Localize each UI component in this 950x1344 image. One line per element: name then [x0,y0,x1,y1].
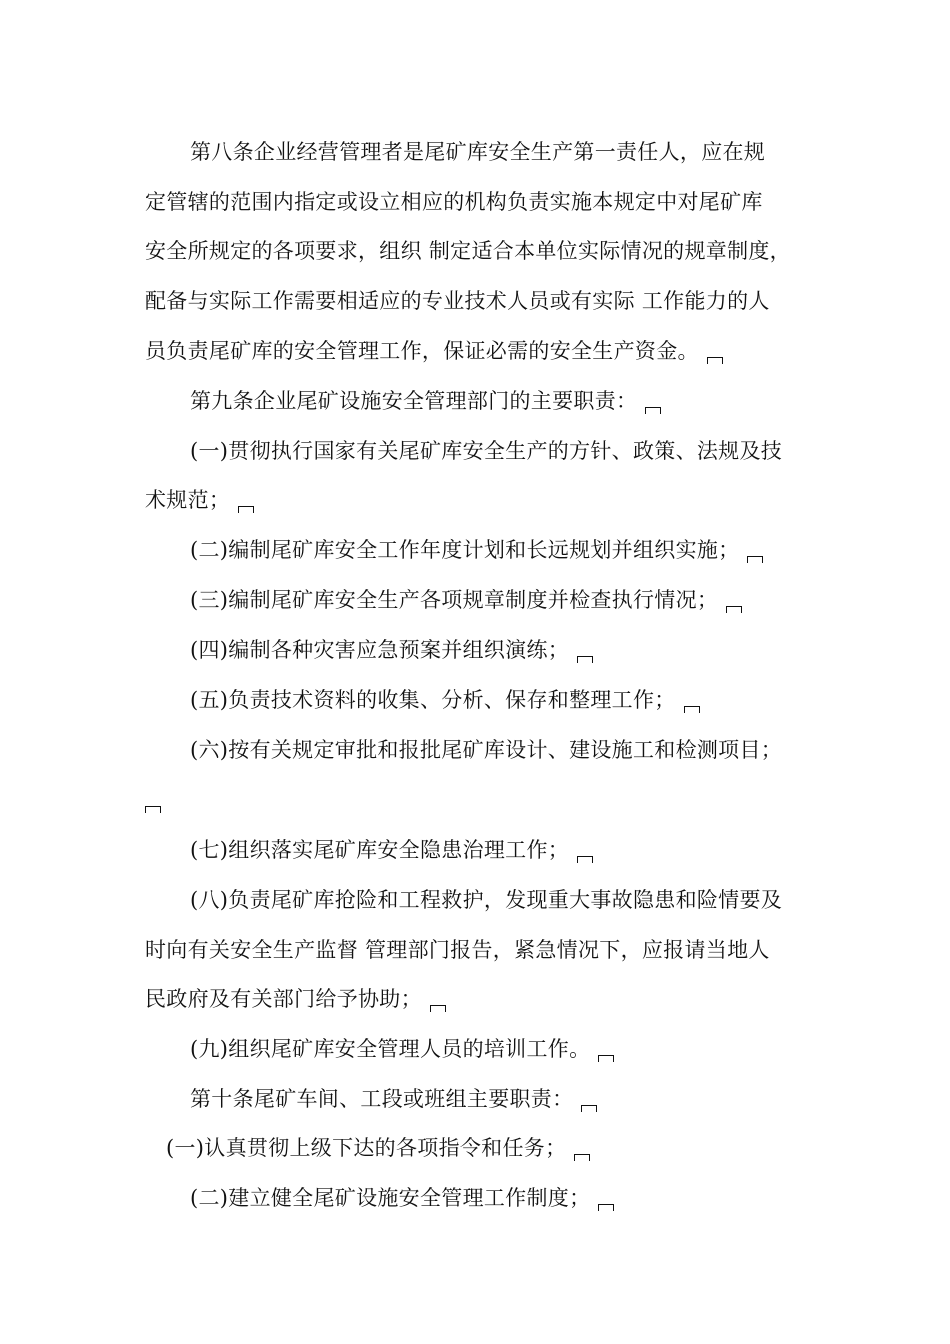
text-line [145,935,770,965]
line-text: 配备与实际工作需要相适应的专业技术人员或有实际 工作能力的人 [145,289,770,313]
text-line [145,286,770,316]
text-line [190,137,765,167]
paragraph-mark-icon [430,1005,446,1012]
text-line [190,585,742,615]
line-text: (二)编制尾矿库安全工作年度计划和长远规划并组织实施； [190,538,740,562]
paragraph-mark-icon [598,1055,614,1062]
paragraph-mark-icon [645,407,661,414]
line-text: 员负责尾矿库的安全管理工作，保证必需的安全生产资金。 [145,339,699,363]
text-line [190,885,782,915]
line-text: (五)负责技术资料的收集、分析、保存和整理工作； [190,688,676,712]
text-line [190,1084,597,1114]
paragraph-mark-icon [726,606,742,613]
text-line [145,485,254,515]
text-line [190,1183,614,1213]
line-text: (三)编制尾矿库安全生产各项规章制度并检查执行情况； [190,588,719,612]
text-line [190,635,593,665]
text-line [145,187,763,217]
text-line [145,785,161,815]
line-text: (一)认真贯彻上级下达的各项指令和任务； [166,1136,567,1160]
line-text: 第九条企业尾矿设施安全管理部门的主要职责： [190,389,638,413]
line-text: 时向有关安全生产监督 管理部门报告，紧急情况下，应报请当地人 [145,938,770,962]
line-text: 定管辖的范围内指定或设立相应的机构负责实施本规定中对尾矿库 [145,190,763,214]
line-text: (一)贯彻执行国家有关尾矿库安全生产的方针、政策、法规及技 [190,439,783,463]
line-text: 民政府及有关部门给予协助； [145,987,422,1011]
text-line [145,236,791,266]
text-line [190,735,782,765]
paragraph-mark-icon [145,806,161,813]
line-text: (六)按有关规定审批和报批尾矿库设计、建设施工和检测项目； [190,738,783,762]
paragraph-mark-icon [577,656,593,663]
text-line [190,1034,614,1064]
line-text: 第十条尾矿车间、工段或班组主要职责： [190,1087,574,1111]
line-text: (九)组织尾矿库安全管理人员的培训工作。 [190,1037,591,1061]
text-line [190,835,593,865]
text-line [190,386,661,416]
paragraph-mark-icon [598,1204,614,1211]
text-line [190,535,763,565]
paragraph-mark-icon [238,506,254,513]
line-text: (八)负责尾矿库抢险和工程救护，发现重大事故隐患和险情要及 [190,888,783,912]
line-text: 第八条企业经营管理者是尾矿库安全生产第一责任人，应在规 [190,140,766,164]
paragraph-mark-icon [577,856,593,863]
paragraph-mark-icon [574,1154,590,1161]
line-text: (四)编制各种灾害应急预案并组织演练； [190,638,570,662]
text-line [166,1133,590,1163]
paragraph-mark-icon [747,556,763,563]
text-line [145,336,723,366]
text-line [190,436,782,466]
text-line [190,685,700,715]
paragraph-mark-icon [707,357,723,364]
line-text: 术规范； [145,488,231,512]
line-text: (二)建立健全尾矿设施安全管理工作制度； [190,1186,591,1210]
line-text: 安全所规定的各项要求，组织 制定适合本单位实际情况的规章制度， [145,239,791,263]
paragraph-mark-icon [581,1105,597,1112]
text-line [145,984,446,1014]
paragraph-mark-icon [684,706,700,713]
line-text: (七)组织落实尾矿库安全隐患治理工作； [190,838,570,862]
